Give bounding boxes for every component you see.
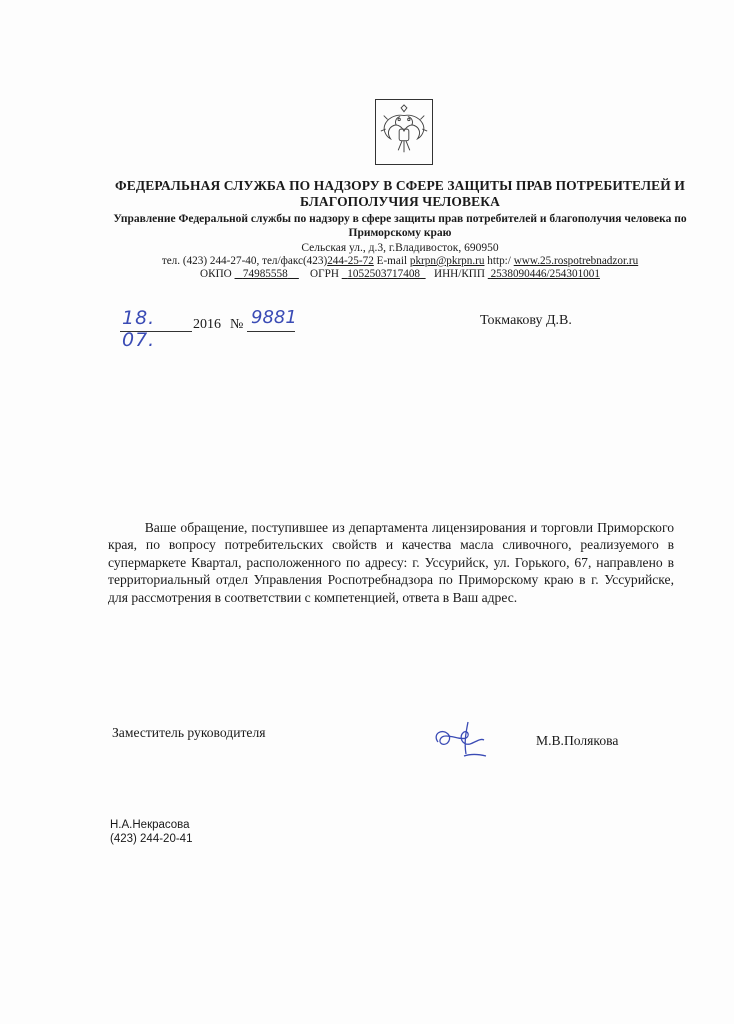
contacts-line bbox=[110, 254, 690, 268]
letter-body bbox=[108, 519, 674, 606]
executor-phone: (423) 244-20-41 bbox=[110, 833, 193, 845]
handwritten-date: 18. 07. bbox=[122, 307, 156, 351]
date-field bbox=[120, 307, 192, 351]
year-text: 2016 bbox=[193, 317, 221, 332]
web-prefix: http:/ bbox=[487, 255, 511, 267]
postal-address: Сельская ул., д.3, г.Владивосток, 690950 bbox=[301, 242, 499, 254]
fax-number: 244-25-72 bbox=[327, 255, 374, 267]
signature-icon bbox=[428, 712, 500, 762]
website-link[interactable]: www.25.rospotrebnadzor.ru bbox=[513, 255, 639, 267]
coat-of-arms-emblem-icon bbox=[375, 99, 433, 165]
email-label: E-mail bbox=[376, 255, 408, 267]
signatory-role: Заместитель руководителя bbox=[112, 725, 266, 740]
executor-name: Н.А.Некрасова bbox=[110, 819, 190, 831]
email-link[interactable]: pkrpn@pkrpn.ru bbox=[409, 255, 485, 267]
number-sign: № bbox=[230, 317, 244, 332]
ogrn-label: ОГРН bbox=[310, 268, 339, 280]
registration-codes bbox=[110, 267, 690, 281]
inn-label: ИНН/КПП bbox=[434, 268, 485, 280]
executor-block bbox=[110, 818, 192, 846]
body-paragraph: Ваше обращение, поступившее из департамента лицензирования и торговли Приморского края, по вопросу потребительских свойств и качества масла сливочного, реализуемого в супермаркете Квартал, расположенного по адресу: г. Уссурийск, ул. Горького, 67, направлено в территориальный отдел Управления Роспотребнадзора по Приморскому краю в г. Уссурийске, для рассмотрения в соответствии с компетенцией, ответа в Ваш адрес. bbox=[108, 520, 675, 605]
okpo-value: 74985558 bbox=[242, 268, 288, 280]
handwritten-number: 9881 bbox=[251, 307, 297, 328]
agency-title: ФЕДЕРАЛЬНАЯ СЛУЖБА ПО НАДЗОРУ В СФЕРЕ ЗАЩИТЫ ПРАВ ПОТРЕБИТЕЛЕЙ И БЛАГОПОЛУЧИЯ ЧЕЛОВЕКА bbox=[115, 178, 685, 209]
phone-label: тел. (423) 244-27-40, тел/факс(423) bbox=[161, 255, 328, 267]
ogrn-value: 1052503717408 bbox=[347, 268, 421, 280]
signatory-name: М.В.Полякова bbox=[536, 733, 619, 748]
addressee: Токмакову Д.В. bbox=[480, 313, 572, 328]
inn-value: 2538090446/254301001 bbox=[490, 268, 600, 280]
okpo-label: ОКПО bbox=[200, 268, 232, 280]
number-field bbox=[247, 307, 297, 332]
department-title: Управление Федеральной службы по надзору в сфере защиты прав потребителей и благополучия человека по Приморскому краю bbox=[113, 213, 687, 239]
